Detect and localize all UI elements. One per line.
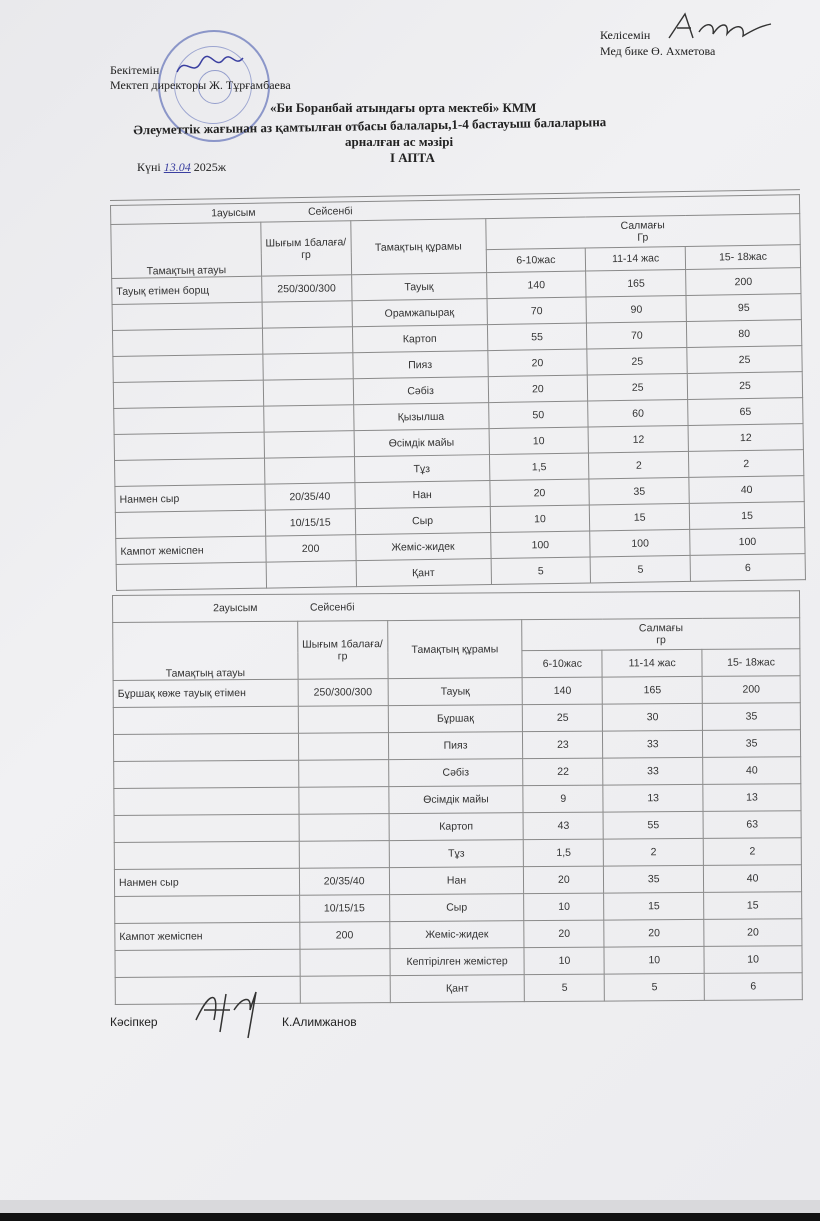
age1-value-cell: 10 [490,505,590,533]
ingredient-cell: Сыр [355,507,490,535]
age1-value-cell: 140 [523,677,603,705]
ingredient-cell: Картоп [352,325,487,353]
dish-cell [112,302,262,330]
nurse-signature [665,8,775,44]
age1-value-cell: 10 [524,947,604,975]
age1-value-cell: 23 [523,731,603,759]
age3-value-cell: 15 [689,502,804,530]
yield-cell [263,405,353,432]
date-label: Күні [137,160,161,174]
ingredient-cell: Тұз [354,455,489,483]
col-weight-header-2: Салмағы гр [522,618,800,651]
age3-value-cell: 40 [689,476,804,504]
age2-value-cell: 15 [604,892,704,920]
age2-value-cell: 100 [590,529,690,557]
yield-cell: 20/35/40 [299,868,389,896]
age1-value-cell: 55 [487,323,587,351]
bottom-bar [0,1213,820,1221]
approved-label: Бекітемін [110,63,160,77]
age1-value-cell: 50 [488,401,588,429]
yield-cell: 10/15/15 [299,895,389,923]
title-line-1-text: Әлеуметтік жағынан аз қамтылған отбасы балалары,1-4 бастауыш балаларына [133,114,607,138]
dish-cell [115,458,265,486]
age2-value-cell: 10 [604,946,704,974]
ingredient-cell: Қант [390,975,525,1003]
col-age2-header-2: 11-14 жас [602,649,702,677]
footer-name: К.Алимжанов [282,1015,357,1029]
yield-cell [298,706,388,734]
age1-value-cell: 20 [487,349,587,377]
age2-value-cell: 13 [603,784,703,812]
age1-value-cell: 20 [489,479,589,507]
dish-cell: Кампот жеміспен [115,922,300,950]
age2-value-cell: 33 [603,757,703,785]
ingredient-cell: Қант [356,559,491,587]
col-age3-header: 15- 18жас [685,245,800,270]
yield-cell [264,431,354,458]
yield-cell: 200 [265,535,355,562]
yield-cell: 20/35/40 [265,483,355,510]
age3-value-cell: 200 [686,268,801,296]
col-yield-header: Шығым 1балаға/гр [261,221,352,276]
age2-value-cell: 12 [588,425,688,453]
age2-value-cell: 2 [589,451,689,479]
col-age2-header: 11-14 жас [586,246,686,271]
day2-weekday: Сейсенбі [309,601,355,614]
age3-value-cell: 6 [690,554,805,582]
nurse-line: Мед бике Ө. Ахметова [600,44,716,58]
age2-value-cell: 35 [604,865,704,893]
yield-cell [300,949,390,977]
ingredient-cell: Орамжапырақ [352,299,487,327]
yield-cell: 250/300/300 [298,679,388,707]
yield-cell [299,787,389,815]
age2-value-cell: 25 [587,347,687,375]
col-age1-header: 6-10жас [486,248,586,273]
dish-cell [113,380,263,408]
age1-value-cell: 5 [491,557,591,585]
age1-value-cell: 25 [523,704,603,732]
age3-value-cell: 20 [704,919,802,947]
col-age1-header-2: 6-10жас [522,650,602,678]
yield-cell [299,814,389,842]
dish-cell: Бұршақ көже тауық етімен [113,679,298,707]
age1-value-cell: 100 [490,531,590,559]
age2-value-cell: 165 [602,676,702,704]
dish-cell [114,432,264,460]
age2-value-cell: 25 [588,373,688,401]
age3-value-cell: 25 [687,346,802,374]
yield-cell [263,353,353,380]
age1-value-cell: 22 [523,758,603,786]
age1-value-cell: 70 [487,297,587,325]
age1-value-cell: 20 [488,375,588,403]
age1-value-cell: 43 [523,812,603,840]
yield-cell [262,301,352,328]
age3-value-cell: 95 [686,294,801,322]
day1-weekday: Сейсенбі [307,205,353,218]
age1-value-cell: 1,5 [524,839,604,867]
dish-cell [114,841,299,869]
age3-value-cell: 25 [687,372,802,400]
ingredient-cell: Өсімдік майы [388,786,523,814]
age1-value-cell: 10 [524,893,604,921]
col-dish-header: Тамақтың атауы [111,222,262,278]
age2-value-cell: 5 [590,555,690,583]
entrepreneur-signature [190,980,270,1042]
col-yield-header-2: Шығым 1балаға/гр [297,621,387,680]
age3-value-cell: 35 [703,730,801,758]
age1-value-cell: 20 [524,920,604,948]
ingredient-cell: Өсімдік майы [354,429,489,457]
age3-value-cell: 2 [689,450,804,478]
age1-value-cell: 20 [524,866,604,894]
age2-value-cell: 165 [586,269,686,297]
yield-cell [266,561,356,588]
age2-value-cell: 55 [603,811,703,839]
age3-value-cell: 35 [702,703,800,731]
ingredient-cell: Сыр [389,894,524,922]
dish-cell [114,406,264,434]
title-line-2: арналған ас мәзірі [345,134,454,149]
director-line: Мектеп директоры Ж. Тұрғамбаева [110,78,291,92]
menu-table-day2 [112,590,803,1005]
yield-cell [263,379,353,406]
age1-value-cell: 140 [486,271,586,299]
dish-cell: Нанмен сыр [114,868,299,896]
ingredient-cell: Пияз [353,351,488,379]
day1-shift: 1ауысым [211,206,256,220]
age2-value-cell: 5 [604,973,704,1001]
yield-cell [264,457,354,484]
age1-value-cell: 5 [525,974,605,1002]
ingredient-cell: Картоп [389,813,524,841]
age3-value-cell: 40 [703,757,801,785]
age2-value-cell: 33 [603,730,703,758]
ingredient-cell: Пияз [388,732,523,760]
dish-cell [114,787,299,815]
ingredient-cell: Тұз [389,840,524,868]
yield-cell: 10/15/15 [265,509,355,536]
ingredient-cell: Сәбіз [388,759,523,787]
age2-value-cell: 15 [590,503,690,531]
age2-value-cell: 2 [604,838,704,866]
yield-cell [298,733,388,761]
ingredient-cell: Бұршақ [388,705,523,733]
age3-value-cell: 40 [704,865,802,893]
age3-value-cell: 12 [688,424,803,452]
ingredient-cell: Тауық [351,273,486,301]
age2-value-cell: 70 [587,321,687,349]
age3-value-cell: 6 [704,973,802,1001]
menu-table-day1 [110,194,806,591]
yield-cell [298,760,388,788]
col-composition-header: Тамақтың құрамы [350,219,486,275]
age1-value-cell: 10 [489,427,589,455]
date-line [137,160,226,175]
ingredient-cell: Сәбіз [353,377,488,405]
age2-value-cell: 90 [586,295,686,323]
yield-cell [300,976,390,1004]
dish-cell [113,354,263,382]
age3-value-cell: 100 [690,528,805,556]
date-suffix: 2025ж [193,160,227,174]
footer-role: Кәсіпкер [110,1015,158,1029]
agreed-label: Келісемін [600,28,651,42]
age2-value-cell: 30 [603,703,703,731]
dish-cell [115,510,265,538]
col-dish-header-2: Тамақтың атауы [113,621,298,680]
dish-cell [113,706,298,734]
yield-cell: 200 [299,922,389,950]
yield-cell [262,327,352,354]
date-value: 13.04 [163,160,191,174]
dish-cell: Кампот жеміспен [116,536,266,564]
dish-cell [112,328,262,356]
age3-value-cell: 80 [687,320,802,348]
age3-value-cell: 15 [704,892,802,920]
ingredient-cell: Кептірілген жемістер [390,948,525,976]
dish-cell [115,949,300,977]
col-weight-header: Салмағы Гр [485,214,800,250]
col-age3-header-2: 15- 18жас [702,649,800,677]
ingredient-cell: Тауық [388,678,523,706]
dish-cell [114,760,299,788]
dish-cell [114,814,299,842]
ingredient-cell: Қызылша [353,403,488,431]
age3-value-cell: 63 [703,811,801,839]
age3-value-cell: 10 [704,946,802,974]
ingredient-cell: Жеміс-жидек [389,921,524,949]
school-name: «Би Боранбай атындағы орта мектебі» КММ [270,100,537,115]
ingredient-cell: Жеміс-жидек [355,533,490,561]
yield-cell [299,841,389,869]
col-composition-header-2: Тамақтың құрамы [387,620,522,679]
age3-value-cell: 13 [703,784,801,812]
age1-value-cell: 9 [523,785,603,813]
age2-value-cell: 20 [604,919,704,947]
age3-value-cell: 200 [702,676,800,704]
age3-value-cell: 65 [688,398,803,426]
dish-cell [113,733,298,761]
dish-cell [115,895,300,923]
dish-cell: Тауық етімен борщ [112,276,262,304]
dish-cell [116,562,266,590]
age1-value-cell: 1,5 [489,453,589,481]
yield-cell: 250/300/300 [261,275,351,302]
age2-value-cell: 60 [588,399,688,427]
day2-shift: 2ауысым [213,601,258,615]
ingredient-cell: Нан [355,481,490,509]
age3-value-cell: 2 [703,838,801,866]
week-label: І АПТА [390,150,435,165]
ingredient-cell: Нан [389,867,524,895]
age2-value-cell: 35 [589,477,689,505]
director-signature [175,50,245,80]
dish-cell: Нанмен сыр [115,484,265,512]
